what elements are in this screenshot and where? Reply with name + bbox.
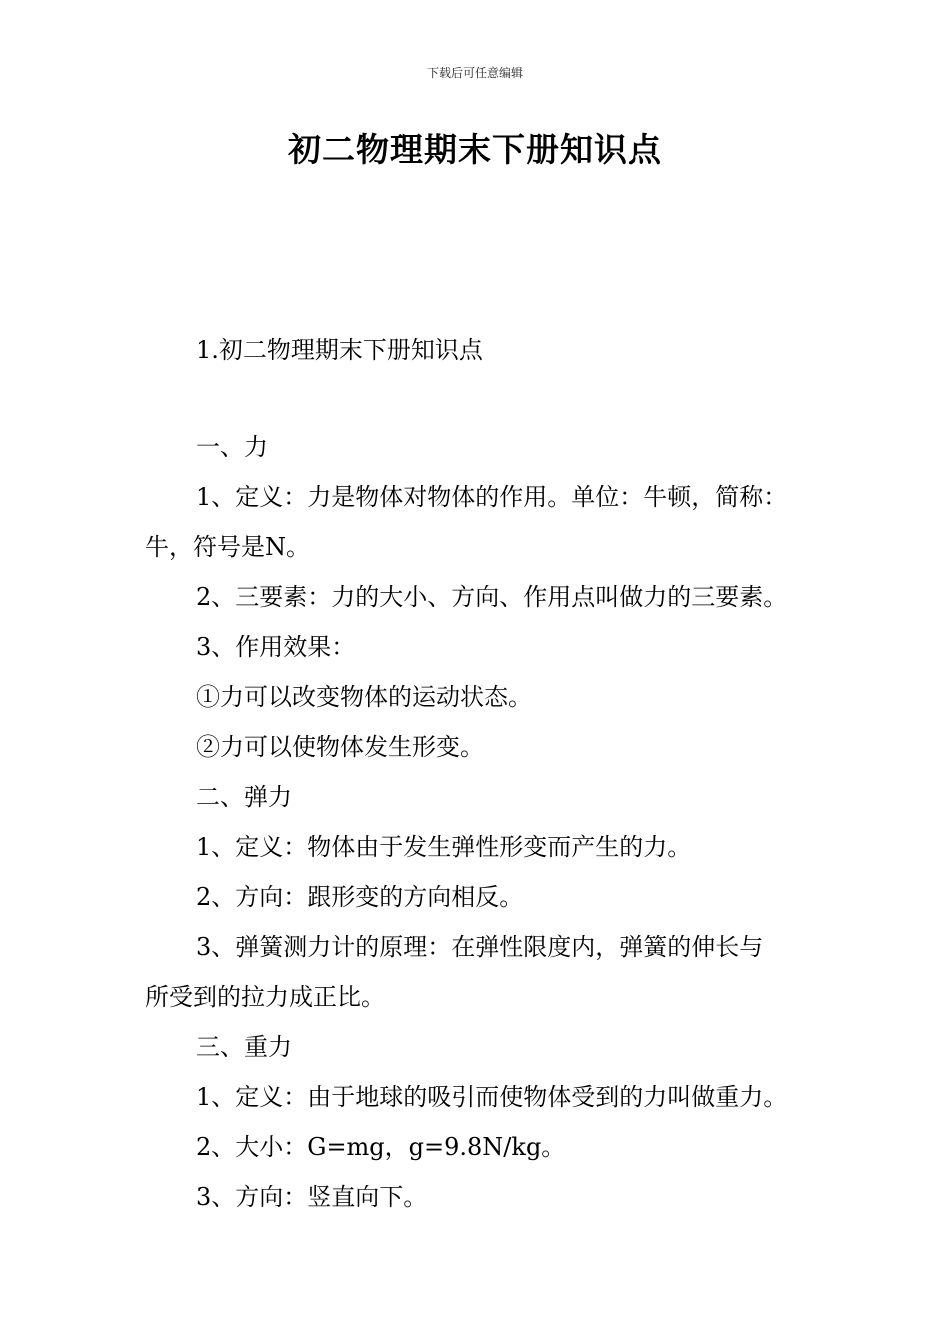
document-body bbox=[145, 325, 825, 375]
elastic-definition: 1、定义：物体由于发生弹性形变而产生的力。 bbox=[196, 833, 692, 861]
force-definition-line-1: 1、定义：力是物体对物体的作用。单位：牛顿，简称： bbox=[196, 483, 788, 511]
gravity-direction: 3、方向：竖直向下。 bbox=[196, 1183, 428, 1211]
gravity-definition: 1、定义：由于地球的吸引而使物体受到的力叫做重力。 bbox=[196, 1083, 788, 1111]
force-effects: 3、作用效果： bbox=[196, 633, 356, 661]
force-effect-1: ①力可以改变物体的运动状态。 bbox=[196, 683, 532, 711]
spring-scale-principle-line-2: 所受到的拉力成正比。 bbox=[145, 983, 385, 1011]
force-effect-2: ②力可以使物体发生形变。 bbox=[196, 733, 484, 761]
gravity-magnitude: 2、大小：G=mg，g=9.8N/kg。 bbox=[196, 1133, 566, 1161]
section-heading-elastic-force: 二、弹力 bbox=[196, 783, 292, 811]
force-definition-line-2: 牛，符号是N。 bbox=[145, 533, 310, 561]
force-three-elements: 2、三要素：力的大小、方向、作用点叫做力的三要素。 bbox=[196, 583, 788, 611]
header-note: 下载后可任意编辑 bbox=[426, 66, 523, 80]
elastic-direction: 2、方向：跟形变的方向相反。 bbox=[196, 883, 524, 911]
spring-scale-principle-line-1: 3、弹簧测力计的原理：在弹性限度内，弹簧的伸长与 bbox=[196, 933, 764, 961]
section-heading-gravity: 三、重力 bbox=[196, 1033, 292, 1061]
section-subtitle: 1.初二物理期末下册知识点 bbox=[196, 336, 483, 364]
page-title: 初二物理期末下册知识点 bbox=[288, 130, 662, 169]
section-heading-force: 一、力 bbox=[196, 433, 268, 461]
document-content bbox=[145, 422, 825, 1222]
